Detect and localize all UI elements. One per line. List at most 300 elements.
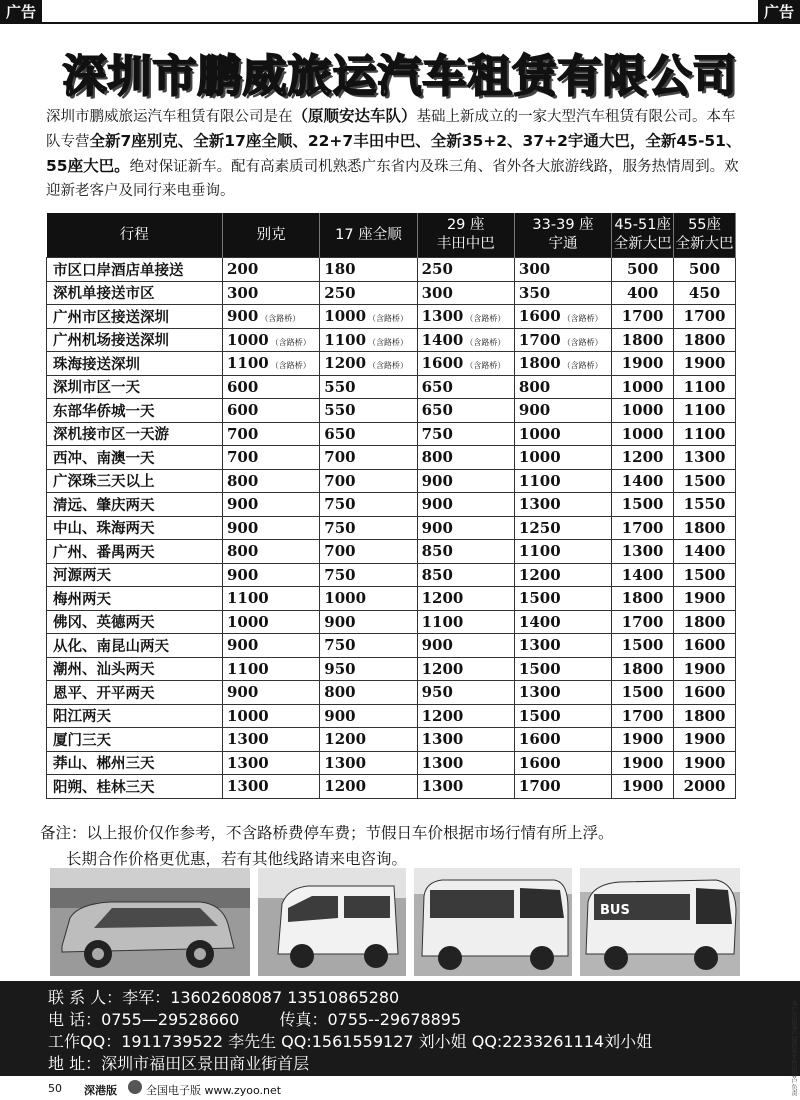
route-cell: 广州机场接送深圳 bbox=[47, 328, 223, 352]
price-cell bbox=[674, 610, 736, 634]
ad-tag-right: 广告 bbox=[758, 0, 800, 24]
company-intro bbox=[46, 104, 746, 203]
table-row bbox=[47, 587, 736, 611]
price-cell bbox=[320, 540, 417, 564]
header-cell: 行程 bbox=[47, 213, 223, 258]
route-cell: 西冲、南澳一天 bbox=[47, 446, 223, 470]
toll-note: （含路桥） bbox=[562, 361, 603, 371]
price-value: 1800 bbox=[621, 330, 664, 349]
photo-coaster-minibus bbox=[414, 868, 572, 976]
price-cell bbox=[417, 305, 514, 329]
price-value: 1500 bbox=[518, 589, 561, 608]
price-cell bbox=[223, 281, 320, 305]
contact-person-value: 李军：13602608087 13510865280 bbox=[122, 988, 400, 1007]
price-cell bbox=[514, 610, 611, 634]
contact-person-label: 联 系 人： bbox=[48, 988, 123, 1007]
header-cell: 29 座 丰田中巴 bbox=[417, 213, 514, 258]
price-value: 950 bbox=[324, 659, 356, 678]
table-row bbox=[47, 610, 736, 634]
price-value: 1600 bbox=[683, 636, 726, 655]
price-value: 800 bbox=[227, 471, 259, 490]
price-value: 1600 bbox=[421, 354, 464, 373]
route-cell: 从化、南昆山两天 bbox=[47, 634, 223, 658]
price-cell bbox=[514, 563, 611, 587]
photo-buick-van bbox=[50, 868, 250, 976]
price-cell bbox=[514, 328, 611, 352]
price-cell bbox=[674, 375, 736, 399]
toll-note: （含路桥） bbox=[562, 314, 603, 324]
price-value: 1900 bbox=[683, 659, 726, 678]
price-cell bbox=[320, 728, 417, 752]
table-row bbox=[47, 352, 736, 376]
price-value: 1200 bbox=[621, 448, 664, 467]
price-value: 1300 bbox=[227, 730, 269, 749]
price-value: 1300 bbox=[421, 307, 464, 326]
price-cell bbox=[612, 775, 674, 799]
price-cell bbox=[417, 634, 514, 658]
price-cell bbox=[514, 587, 611, 611]
price-value: 300 bbox=[227, 283, 259, 302]
price-cell bbox=[612, 422, 674, 446]
price-cell bbox=[417, 446, 514, 470]
price-value: 1700 bbox=[621, 307, 664, 326]
price-cell bbox=[417, 775, 514, 799]
price-value: 700 bbox=[227, 448, 259, 467]
price-cell bbox=[417, 281, 514, 305]
price-value: 1000 bbox=[518, 424, 561, 443]
price-cell bbox=[514, 704, 611, 728]
price-cell bbox=[514, 258, 611, 282]
price-cell bbox=[612, 516, 674, 540]
price-value: 1900 bbox=[621, 753, 664, 772]
price-cell bbox=[674, 751, 736, 775]
price-value: 1500 bbox=[683, 471, 726, 490]
price-value: 750 bbox=[324, 565, 356, 584]
price-value: 1500 bbox=[683, 565, 726, 584]
table-row bbox=[47, 751, 736, 775]
price-value: 1300 bbox=[518, 683, 561, 702]
price-value: 1700 bbox=[518, 330, 561, 349]
price-cell bbox=[417, 352, 514, 376]
route-cell: 佛冈、英德两天 bbox=[47, 610, 223, 634]
price-cell bbox=[223, 493, 320, 517]
contact-phone-label: 电 话： bbox=[48, 1010, 102, 1029]
price-value: 1000 bbox=[621, 401, 664, 420]
price-cell bbox=[674, 540, 736, 564]
price-value: 1300 bbox=[227, 777, 269, 796]
header-cell: 别克 bbox=[223, 213, 320, 258]
table-row bbox=[47, 281, 736, 305]
price-cell bbox=[223, 516, 320, 540]
table-row bbox=[47, 681, 736, 705]
price-value: 1700 bbox=[621, 706, 664, 725]
vehicle-photos bbox=[50, 868, 740, 978]
price-value: 1100 bbox=[683, 401, 726, 420]
price-cell bbox=[612, 563, 674, 587]
price-value: 1800 bbox=[518, 354, 561, 373]
price-value: 650 bbox=[421, 377, 453, 396]
price-cell bbox=[320, 258, 417, 282]
contact-fax-label: 传真： bbox=[279, 1010, 328, 1029]
price-cell bbox=[320, 305, 417, 329]
price-cell bbox=[223, 681, 320, 705]
contact-address-label: 地 址： bbox=[48, 1054, 102, 1073]
price-cell bbox=[514, 375, 611, 399]
route-cell: 深机单接送市区 bbox=[47, 281, 223, 305]
price-cell bbox=[417, 328, 514, 352]
price-value: 800 bbox=[324, 683, 356, 702]
remark-line-1: 备注：以上报价仅作参考，不含路桥费停车费；节假日车价根据市场行情有所上浮。 bbox=[40, 824, 614, 842]
price-cell bbox=[612, 469, 674, 493]
price-cell bbox=[612, 704, 674, 728]
header-cell: 45-51座 全新大巴 bbox=[612, 213, 674, 258]
price-cell bbox=[612, 258, 674, 282]
price-cell bbox=[674, 634, 736, 658]
price-cell bbox=[223, 610, 320, 634]
price-value: 1900 bbox=[683, 354, 726, 373]
price-value: 1900 bbox=[621, 354, 664, 373]
price-value: 650 bbox=[421, 401, 453, 420]
table-row bbox=[47, 446, 736, 470]
price-value: 1000 bbox=[227, 612, 269, 631]
price-value: 900 bbox=[324, 612, 356, 631]
price-cell bbox=[514, 305, 611, 329]
price-value: 1800 bbox=[621, 589, 664, 608]
price-value: 1600 bbox=[518, 753, 561, 772]
price-value: 1300 bbox=[421, 777, 464, 796]
edition-label: 深港版 bbox=[84, 1084, 117, 1097]
price-value: 900 bbox=[518, 401, 551, 420]
intro-text-1: 深圳市鹏威旅运汽车租赁有限公司是在 bbox=[46, 109, 293, 125]
price-value: 350 bbox=[518, 283, 551, 302]
route-cell: 厦门三天 bbox=[47, 728, 223, 752]
price-value: 600 bbox=[227, 401, 259, 420]
price-cell bbox=[320, 634, 417, 658]
price-value: 1100 bbox=[683, 424, 726, 443]
price-value: 1700 bbox=[518, 777, 561, 796]
header-cell: 17 座全顺 bbox=[320, 213, 417, 258]
price-value: 180 bbox=[324, 260, 356, 279]
route-cell: 莽山、郴州三天 bbox=[47, 751, 223, 775]
price-cell bbox=[417, 493, 514, 517]
price-value: 1300 bbox=[621, 542, 664, 561]
price-cell bbox=[223, 704, 320, 728]
price-value: 1100 bbox=[324, 330, 367, 349]
price-value: 1100 bbox=[227, 589, 269, 608]
price-value: 500 bbox=[626, 260, 659, 279]
intro-bold-1: （原顺安达车队） bbox=[292, 107, 417, 125]
table-row bbox=[47, 516, 736, 540]
toll-note: （含路桥） bbox=[465, 361, 506, 371]
price-cell bbox=[514, 775, 611, 799]
price-value: 900 bbox=[324, 706, 356, 725]
price-cell bbox=[223, 563, 320, 587]
route-cell: 深机接市区一天游 bbox=[47, 422, 223, 446]
header-cell: 55座 全新大巴 bbox=[674, 213, 736, 258]
price-cell bbox=[674, 587, 736, 611]
price-cell bbox=[320, 657, 417, 681]
price-cell bbox=[320, 352, 417, 376]
price-cell bbox=[417, 422, 514, 446]
price-value: 850 bbox=[421, 542, 453, 561]
price-cell bbox=[674, 775, 736, 799]
route-cell: 广州市区接送深圳 bbox=[47, 305, 223, 329]
header-cell: 33-39 座 宇通 bbox=[514, 213, 611, 258]
price-value: 1100 bbox=[227, 659, 269, 678]
price-value: 1700 bbox=[683, 307, 726, 326]
price-value: 650 bbox=[324, 424, 356, 443]
price-value: 500 bbox=[688, 260, 721, 279]
price-cell bbox=[514, 657, 611, 681]
price-cell bbox=[612, 352, 674, 376]
price-value: 1300 bbox=[227, 753, 269, 772]
price-cell bbox=[514, 728, 611, 752]
price-cell bbox=[223, 258, 320, 282]
price-value: 1500 bbox=[621, 636, 664, 655]
price-value: 1100 bbox=[227, 354, 269, 373]
toll-note: （含路桥） bbox=[260, 314, 301, 324]
contact-address-row bbox=[48, 1051, 309, 1074]
price-table bbox=[46, 213, 736, 799]
price-value: 900 bbox=[421, 518, 453, 537]
price-value: 200 bbox=[227, 260, 259, 279]
price-cell bbox=[320, 681, 417, 705]
top-divider bbox=[0, 22, 800, 24]
price-cell bbox=[612, 281, 674, 305]
price-value: 700 bbox=[324, 448, 356, 467]
price-value: 1900 bbox=[621, 777, 664, 796]
table-row bbox=[47, 540, 736, 564]
table-row bbox=[47, 634, 736, 658]
route-cell: 广州、番禺两天 bbox=[47, 540, 223, 564]
price-value: 850 bbox=[421, 565, 453, 584]
edition-logo-icon bbox=[128, 1080, 142, 1094]
price-value: 900 bbox=[227, 565, 259, 584]
price-value: 1300 bbox=[683, 448, 726, 467]
price-cell bbox=[417, 540, 514, 564]
price-value: 1700 bbox=[621, 612, 664, 631]
price-value: 800 bbox=[421, 448, 453, 467]
price-cell bbox=[223, 352, 320, 376]
price-cell bbox=[417, 704, 514, 728]
price-cell bbox=[674, 281, 736, 305]
price-value: 1000 bbox=[324, 589, 367, 608]
table-row bbox=[47, 493, 736, 517]
price-cell bbox=[223, 634, 320, 658]
price-value: 1600 bbox=[518, 730, 561, 749]
price-cell bbox=[223, 775, 320, 799]
route-cell: 中山、珠海两天 bbox=[47, 516, 223, 540]
price-value: 800 bbox=[227, 542, 259, 561]
price-cell bbox=[417, 751, 514, 775]
table-row bbox=[47, 775, 736, 799]
price-value: 750 bbox=[324, 518, 356, 537]
price-cell bbox=[223, 469, 320, 493]
price-value: 2000 bbox=[683, 777, 726, 796]
route-cell: 东部华侨城一天 bbox=[47, 399, 223, 423]
price-value: 600 bbox=[227, 377, 259, 396]
intro-text-2: 基础上新成立的一家大型汽车租赁有限公司。本车队专营 bbox=[46, 109, 736, 150]
price-value: 900 bbox=[227, 636, 259, 655]
price-value: 900 bbox=[227, 495, 259, 514]
toll-note: （含路桥） bbox=[465, 337, 506, 347]
price-cell bbox=[223, 328, 320, 352]
price-cell bbox=[320, 375, 417, 399]
intro-bold-2: 全新7座别克、全新17座全顺、22+7丰田中巴、全新35+2、37+2宇通大巴，全新45-51、55座大巴。 bbox=[46, 132, 742, 175]
price-cell bbox=[320, 704, 417, 728]
price-value: 1300 bbox=[518, 495, 561, 514]
price-table-header bbox=[47, 213, 736, 258]
price-value: 1300 bbox=[421, 730, 464, 749]
route-cell: 阳江两天 bbox=[47, 704, 223, 728]
price-cell bbox=[674, 328, 736, 352]
contact-person-row bbox=[48, 985, 399, 1008]
price-value: 1000 bbox=[621, 377, 664, 396]
contact-phone-row bbox=[48, 1007, 461, 1030]
page-footer bbox=[0, 1080, 800, 1100]
site-link[interactable]: 全国电子版 www.zyoo.net bbox=[146, 1084, 282, 1097]
price-value: 1000 bbox=[324, 307, 367, 326]
price-value: 1400 bbox=[421, 330, 464, 349]
company-title: 深圳市鹏威旅运汽车租赁有限公司 bbox=[62, 51, 738, 102]
contact-qq-value: 1911739522 李先生 QQ:1561559127 刘小姐 QQ:2233261114刘小姐 bbox=[121, 1032, 653, 1051]
price-cell bbox=[674, 422, 736, 446]
toll-note: （含路桥） bbox=[368, 361, 409, 371]
price-value: 1100 bbox=[518, 471, 561, 490]
contact-address-value: 深圳市福田区景田商业街首层 bbox=[101, 1054, 310, 1073]
price-cell bbox=[514, 281, 611, 305]
route-cell: 深圳市区一天 bbox=[47, 375, 223, 399]
photo-transit-van bbox=[258, 868, 406, 976]
price-value: 1800 bbox=[683, 518, 726, 537]
price-value: 300 bbox=[518, 260, 551, 279]
price-value: 750 bbox=[324, 495, 356, 514]
price-cell bbox=[417, 399, 514, 423]
price-cell bbox=[514, 751, 611, 775]
price-cell bbox=[612, 399, 674, 423]
price-value: 400 bbox=[626, 283, 659, 302]
table-row bbox=[47, 328, 736, 352]
table-row bbox=[47, 399, 736, 423]
price-cell bbox=[612, 657, 674, 681]
table-row bbox=[47, 728, 736, 752]
price-cell bbox=[417, 375, 514, 399]
price-cell bbox=[320, 328, 417, 352]
table-row bbox=[47, 657, 736, 681]
price-value: 1500 bbox=[518, 706, 561, 725]
price-value: 900 bbox=[227, 518, 259, 537]
price-cell bbox=[223, 751, 320, 775]
route-cell: 市区口岸酒店单接送 bbox=[47, 258, 223, 282]
price-value: 900 bbox=[227, 307, 259, 326]
price-value: 1200 bbox=[421, 706, 464, 725]
price-value: 1300 bbox=[518, 636, 561, 655]
price-cell bbox=[320, 469, 417, 493]
price-value: 1600 bbox=[683, 683, 726, 702]
price-cell bbox=[223, 375, 320, 399]
price-value: 1200 bbox=[324, 777, 367, 796]
table-row bbox=[47, 563, 736, 587]
price-cell bbox=[223, 657, 320, 681]
price-value: 1100 bbox=[518, 542, 561, 561]
price-cell bbox=[417, 587, 514, 611]
route-cell: 恩平、开平两天 bbox=[47, 681, 223, 705]
price-cell bbox=[674, 446, 736, 470]
price-value: 300 bbox=[421, 283, 453, 302]
price-value: 750 bbox=[421, 424, 453, 443]
price-cell bbox=[417, 657, 514, 681]
table-row bbox=[47, 375, 736, 399]
price-value: 750 bbox=[324, 636, 356, 655]
price-cell bbox=[417, 681, 514, 705]
route-cell: 梅州两天 bbox=[47, 587, 223, 611]
price-value: 1900 bbox=[621, 730, 664, 749]
price-value: 1800 bbox=[683, 330, 726, 349]
price-value: 1200 bbox=[324, 730, 367, 749]
price-cell bbox=[417, 469, 514, 493]
price-cell bbox=[612, 634, 674, 658]
ad-tag-left: 广告 bbox=[0, 0, 42, 24]
remark bbox=[40, 820, 614, 872]
toll-note: （含路桥） bbox=[270, 337, 311, 347]
price-value: 450 bbox=[688, 283, 721, 302]
price-cell bbox=[514, 352, 611, 376]
price-value: 900 bbox=[227, 683, 259, 702]
contact-qq-label: 工作QQ： bbox=[48, 1032, 122, 1051]
price-cell bbox=[223, 540, 320, 564]
price-value: 1200 bbox=[518, 565, 561, 584]
intro-text-3: 绝对保证新车。配有高素质司机熟悉广东省内及珠三角、省外各大旅游线路，服务热情周到。欢迎新老客户及同行来电垂询。 bbox=[46, 159, 739, 199]
price-cell bbox=[612, 375, 674, 399]
price-cell bbox=[612, 728, 674, 752]
price-cell bbox=[674, 469, 736, 493]
price-cell bbox=[514, 469, 611, 493]
price-cell bbox=[612, 587, 674, 611]
price-cell bbox=[223, 728, 320, 752]
price-value: 1900 bbox=[683, 730, 726, 749]
price-cell bbox=[223, 422, 320, 446]
price-value: 1000 bbox=[621, 424, 664, 443]
price-cell bbox=[320, 516, 417, 540]
price-cell bbox=[514, 422, 611, 446]
price-value: 1500 bbox=[621, 495, 664, 514]
price-value: 1400 bbox=[683, 542, 726, 561]
price-value: 250 bbox=[324, 283, 356, 302]
table-row bbox=[47, 258, 736, 282]
price-cell bbox=[417, 728, 514, 752]
price-value: 1550 bbox=[683, 495, 726, 514]
price-cell bbox=[612, 751, 674, 775]
price-cell bbox=[514, 446, 611, 470]
price-value: 1500 bbox=[621, 683, 664, 702]
price-cell bbox=[674, 493, 736, 517]
price-cell bbox=[612, 540, 674, 564]
price-cell bbox=[417, 610, 514, 634]
price-value: 700 bbox=[324, 471, 356, 490]
price-value: 900 bbox=[421, 636, 453, 655]
price-value: 1700 bbox=[621, 518, 664, 537]
price-value: 1000 bbox=[227, 706, 269, 725]
toll-note: （含路桥） bbox=[368, 337, 409, 347]
price-cell bbox=[674, 681, 736, 705]
price-value: 1200 bbox=[421, 589, 464, 608]
price-cell bbox=[674, 563, 736, 587]
price-cell bbox=[320, 446, 417, 470]
table-row bbox=[47, 469, 736, 493]
price-value: 1800 bbox=[683, 706, 726, 725]
price-cell bbox=[223, 587, 320, 611]
side-disclaimer: 本广告由客户提供真实性由客户负责 bbox=[790, 1000, 797, 1096]
